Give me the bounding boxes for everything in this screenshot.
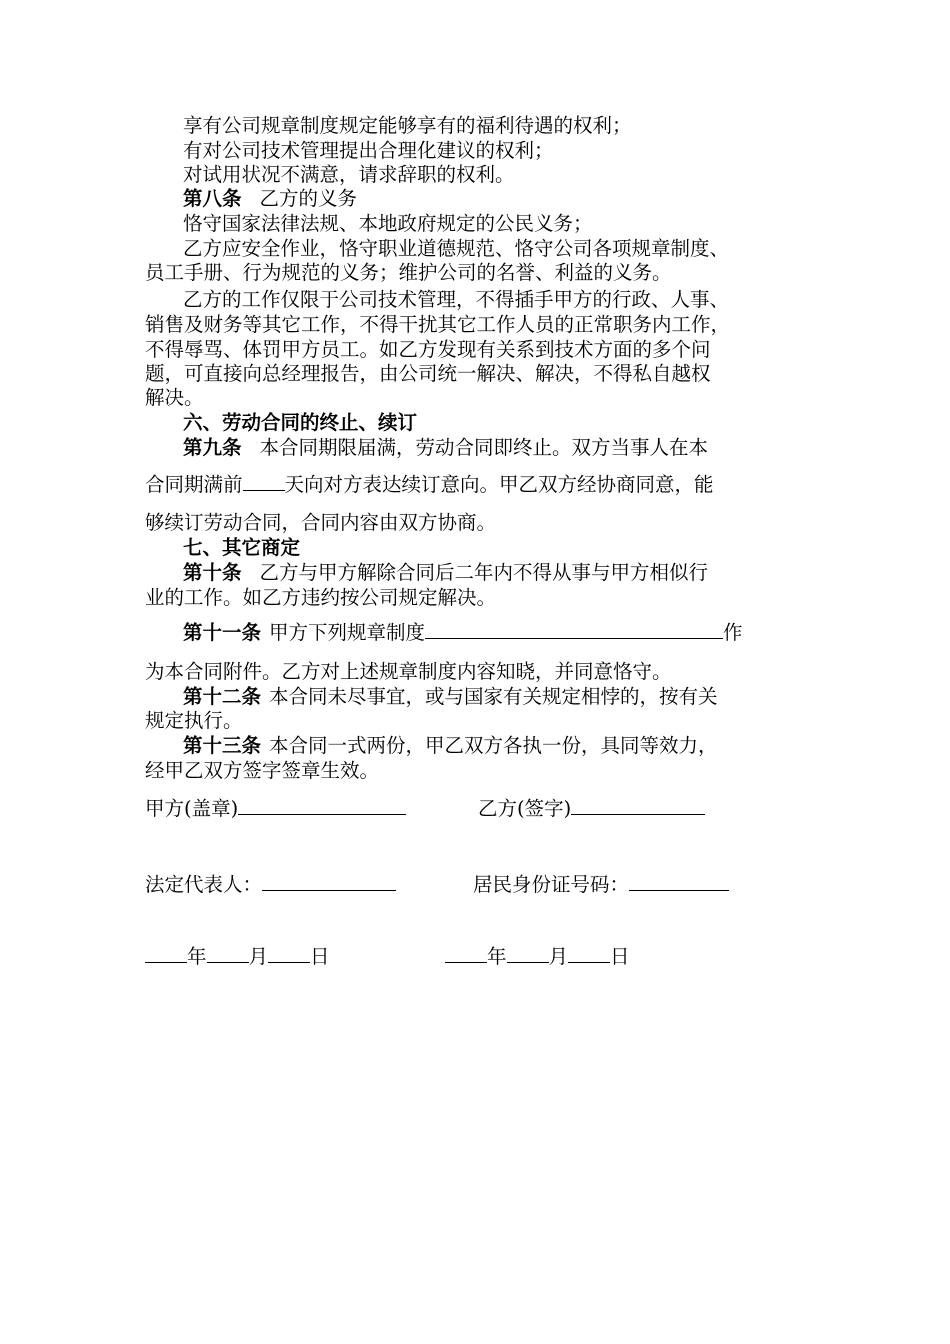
party-a-year-blank[interactable] — [145, 944, 187, 963]
party-a-date: 年 月 日 — [145, 944, 330, 968]
article-8-p3-l4: 题，可直接向总经理报告，由公司统一解决、解决，不得私自越权 — [145, 362, 711, 385]
party-b-signature: 乙方(签字) — [478, 796, 705, 820]
article-10-l2: 业的工作。如乙方违约按公司规定解决。 — [145, 586, 497, 609]
legal-rep-blank[interactable] — [262, 872, 396, 891]
article-8-p3-l5: 解决。 — [145, 386, 204, 409]
party-a-signature: 甲方(盖章) — [145, 796, 406, 820]
article-12-label: 第十二条 — [183, 685, 262, 708]
article-8-p3-l2: 销售及财务等其它工作，不得干扰其它工作人员的正常职务内工作， — [145, 313, 731, 336]
article-12-l2: 规定执行。 — [145, 709, 243, 732]
article-13-label: 第十三条 — [183, 734, 262, 757]
article-13-l2: 经甲乙双方签字签章生效。 — [145, 759, 380, 782]
party-a-month-blank[interactable] — [207, 944, 249, 963]
article-13-l1: 第十三条 本合同一式两份，甲乙双方各执一份，具同等效力， — [183, 734, 718, 757]
article-8-p3-l3: 不得辱骂、体罚甲方员工。如乙方发现有关系到技术方面的多个问 — [145, 338, 711, 361]
section-7-heading: 七、其它商定 — [183, 536, 301, 559]
article-10-l1: 第十条 乙方与甲方解除合同后二年内不得从事与甲方相似行 — [183, 561, 709, 584]
section-6-heading: 六、劳动合同的终止、续订 — [183, 411, 418, 434]
article-8-p2-l1: 乙方应安全作业，恪守职业道德规范、恪守公司各项规章制度、 — [183, 237, 730, 260]
article-11-l2: 为本合同附件。乙方对上述规章制度内容知晓，并同意恪守。 — [145, 660, 672, 683]
party-b-month-blank[interactable] — [507, 944, 549, 963]
article-8-p2-l2: 员工手册、行为规范的义务；维护公司的名誉、利益的义务。 — [145, 261, 672, 284]
id-number: 居民身份证号码： — [473, 872, 729, 896]
party-b-year-blank[interactable] — [445, 944, 487, 963]
article-12-l1: 第十二条 本合同未尽事宜，或与国家有关规定相悖的，按有关 — [183, 685, 718, 708]
article-8-p3-l1: 乙方的工作仅限于公司技术管理，不得插手甲方的行政、人事、 — [183, 288, 730, 311]
party-b-sign-blank[interactable] — [571, 796, 705, 815]
article-8-p1: 恪守国家法律法规、本地政府规定的公民义务； — [183, 212, 593, 235]
article-11-label: 第十一条 — [183, 621, 262, 644]
article-9-l2: 合同期满前 天向对方表达续订意向。甲乙双方经协商同意，能 — [145, 473, 714, 496]
party-b-date: 年 月 日 — [445, 944, 630, 968]
article-9-l1: 第九条 本合同期限届满，劳动合同即终止。双方当事人在本 — [183, 436, 709, 459]
article-9-l3: 够续订劳动合同，合同内容由双方协商。 — [145, 511, 497, 534]
party-a-day-blank[interactable] — [268, 944, 310, 963]
party-b-day-blank[interactable] — [568, 944, 610, 963]
days-blank[interactable] — [243, 472, 285, 491]
right-resign: 对试用状况不满意，请求辞职的权利。 — [183, 163, 515, 186]
right-suggestion: 有对公司技术管理提出合理化建议的权利； — [183, 139, 554, 162]
article-8-title: 乙方的义务 — [259, 187, 358, 210]
regulations-blank[interactable] — [425, 620, 723, 639]
article-11-l1: 第十一条 甲方下列规章制度 作 — [183, 621, 743, 644]
id-number-blank[interactable] — [629, 872, 729, 891]
article-8-label: 第八条 — [183, 187, 242, 210]
article-10-label: 第十条 — [183, 561, 242, 584]
article-8-heading — [183, 187, 853, 211]
article-9-label: 第九条 — [183, 436, 242, 459]
right-welfare: 享有公司规章制度规定能够享有的福利待遇的权利； — [183, 114, 632, 137]
legal-representative: 法定代表人： — [145, 872, 396, 896]
party-a-seal-blank[interactable] — [238, 796, 406, 815]
